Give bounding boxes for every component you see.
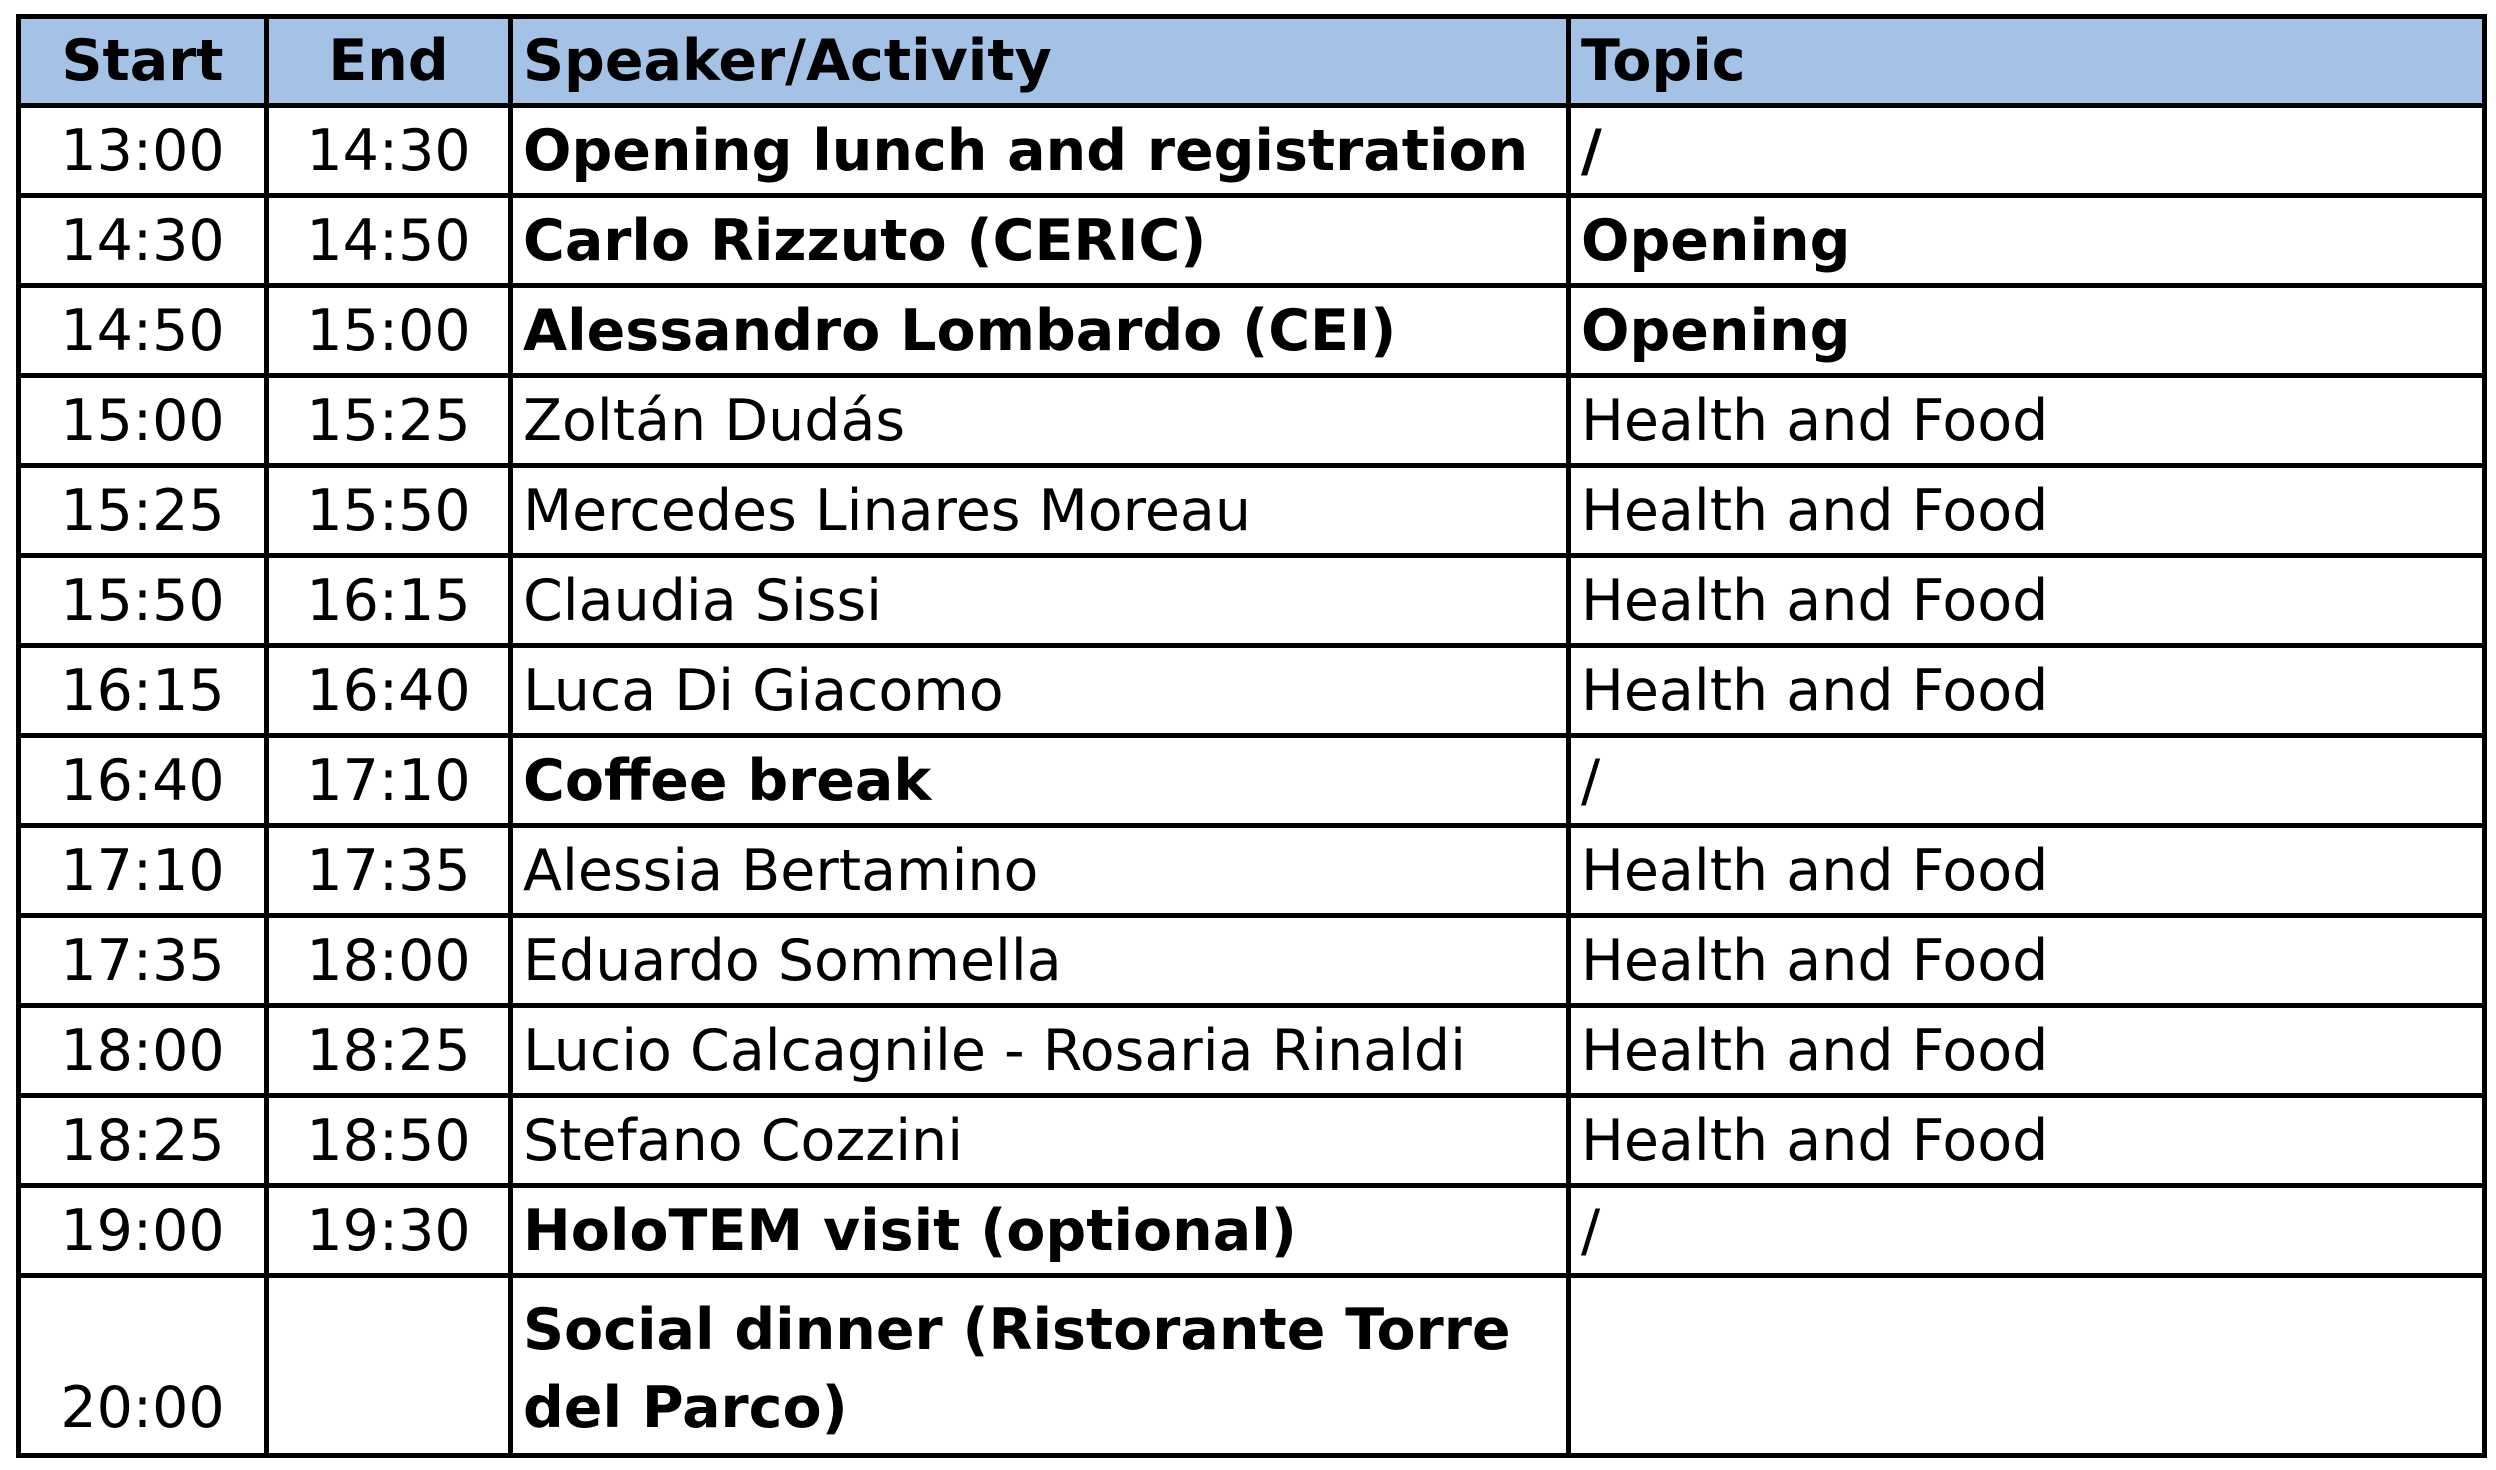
start-time-cell: 17:35 [19,916,267,1006]
table-header [19,17,2485,106]
table-row [19,736,2485,826]
topic-cell: Health and Food [1569,916,2485,1006]
topic-cell: Health and Food [1569,466,2485,556]
end-time-cell: 18:50 [267,1096,511,1186]
speaker-activity-cell: Luca Di Giacomo [511,646,1569,736]
topic-cell: / [1569,1186,2485,1276]
end-time-cell: 18:25 [267,1006,511,1096]
header-end: End [267,17,511,106]
topic-cell: / [1569,736,2485,826]
end-time-cell: 17:35 [267,826,511,916]
start-time-cell: 15:25 [19,466,267,556]
header-row [19,17,2485,106]
end-time-cell: 17:10 [267,736,511,826]
start-time-cell: 16:40 [19,736,267,826]
start-time-cell: 15:00 [19,376,267,466]
speaker-activity-cell: Alessandro Lombardo (CEI) [511,286,1569,376]
end-time-cell: 15:50 [267,466,511,556]
topic-cell: Health and Food [1569,826,2485,916]
topic-cell: Health and Food [1569,1006,2485,1096]
table-row [19,196,2485,286]
start-time-cell: 20:00 [19,1276,267,1456]
end-time-cell: 16:40 [267,646,511,736]
end-time-cell [267,1276,511,1456]
topic-cell: Opening [1569,286,2485,376]
topic-cell: Health and Food [1569,376,2485,466]
speaker-activity-cell: Zoltán Dudás [511,376,1569,466]
table-row [19,376,2485,466]
header-topic: Topic [1569,17,2485,106]
start-time-cell: 15:50 [19,556,267,646]
table-row [19,1186,2485,1276]
table-row [19,826,2485,916]
table-row [19,1006,2485,1096]
start-time-cell: 14:50 [19,286,267,376]
table-row [19,646,2485,736]
end-time-cell: 14:30 [267,106,511,196]
table-row [19,1276,2485,1456]
speaker-activity-cell: Opening lunch and registration [511,106,1569,196]
speaker-activity-cell: Alessia Bertamino [511,826,1569,916]
end-time-cell: 14:50 [267,196,511,286]
table-row [19,466,2485,556]
table-body [19,106,2485,1456]
start-time-cell: 18:00 [19,1006,267,1096]
topic-cell: / [1569,106,2485,196]
speaker-activity-cell: Stefano Cozzini [511,1096,1569,1186]
header-start: Start [19,17,267,106]
start-time-cell: 14:30 [19,196,267,286]
topic-cell [1569,1276,2485,1456]
topic-cell: Opening [1569,196,2485,286]
topic-cell: Health and Food [1569,556,2485,646]
end-time-cell: 15:25 [267,376,511,466]
start-time-cell: 18:25 [19,1096,267,1186]
speaker-activity-cell: Eduardo Sommella [511,916,1569,1006]
table-row [19,286,2485,376]
end-time-cell: 16:15 [267,556,511,646]
start-time-cell: 17:10 [19,826,267,916]
end-time-cell: 15:00 [267,286,511,376]
table-row [19,556,2485,646]
speaker-activity-cell: Claudia Sissi [511,556,1569,646]
start-time-cell: 19:00 [19,1186,267,1276]
speaker-activity-cell: HoloTEM visit (optional) [511,1186,1569,1276]
speaker-activity-cell: Carlo Rizzuto (CERIC) [511,196,1569,286]
schedule-table [16,14,2487,1458]
topic-cell: Health and Food [1569,1096,2485,1186]
start-time-cell: 13:00 [19,106,267,196]
speaker-activity-cell: Coffee break [511,736,1569,826]
speaker-activity-cell: Lucio Calcagnile - Rosaria Rinaldi [511,1006,1569,1096]
header-speaker-activity: Speaker/Activity [511,17,1569,106]
end-time-cell: 19:30 [267,1186,511,1276]
speaker-activity-cell: Social dinner (Ristorante Torre del Parco) [511,1276,1569,1456]
start-time-cell: 16:15 [19,646,267,736]
speaker-activity-cell: Mercedes Linares Moreau [511,466,1569,556]
table-row [19,106,2485,196]
table-row [19,916,2485,1006]
table-row [19,1096,2485,1186]
topic-cell: Health and Food [1569,646,2485,736]
end-time-cell: 18:00 [267,916,511,1006]
